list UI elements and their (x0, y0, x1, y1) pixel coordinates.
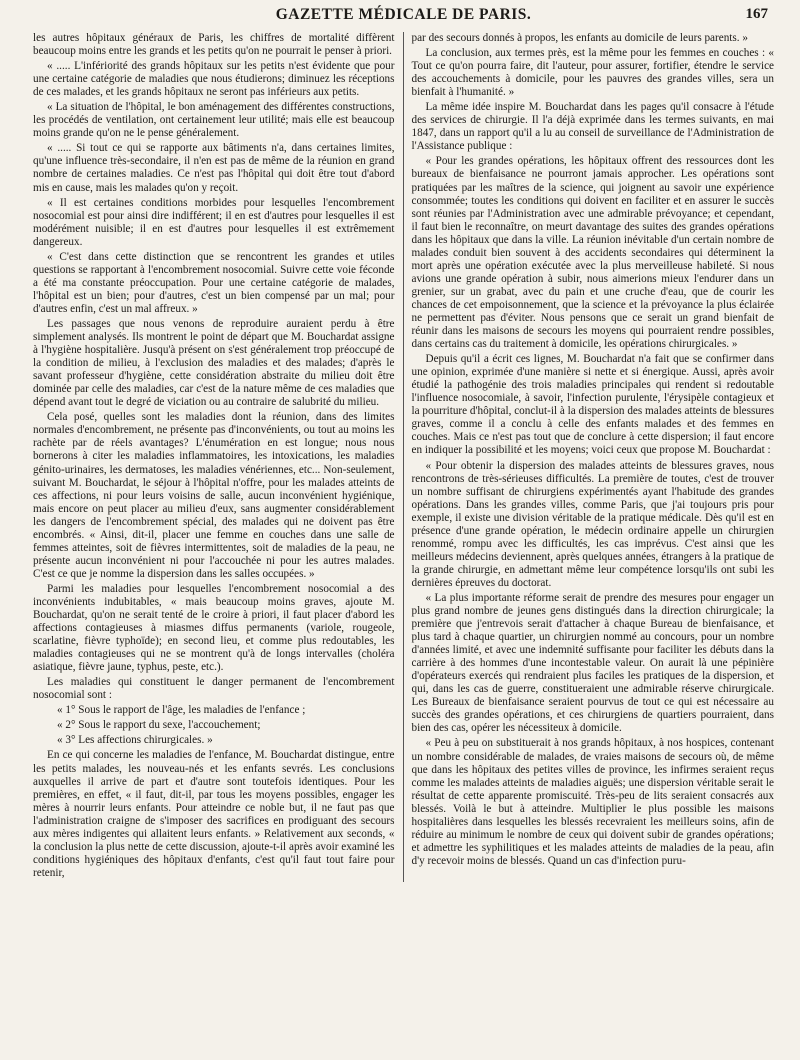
right-column (404, 32, 775, 882)
paragraph: Cela posé, quelles sont les maladies dont la réunion, dans des limites normales d'encombrement, ne présente pas d'inconvénients, ou tout au moins les rachète par de réels avantages? L'énumération en est longue; nous nous bornerons à citer les maladies inflammatoires, les intoxications, les maladies génito-urinaires, les dermatoses, les maladies vénériennes, etc... Non-seulement, suivant M. Bouchardat, le séjour à l'hôpital n'offre, pour les malades atteints de ces affections, ni pour leurs voisins de salle, aucun inconvénient hygiénique, mais encore on peut placer au milieu d'eux, sans augmenter considérablement les dangers de l'encombrement spécial, des malades qui ne doivent pas être encombrés. « Ainsi, dit-il, placer une femme en couches dans une salle de femmes atteintes, soit de fièvres intermittentes, soit de maladies de la peau, ne présente aucun inconvénient ni pour l'accouchée ni pour les autres malades. C'est ce que je nomme la dispersion dans les salles occupées. » (33, 411, 395, 580)
paragraph: « Peu à peu on substituerait à nos grands hôpitaux, à nos hospices, contenant un nombre considérable de malades, de vraies maisons de secours où, de même que dans les hôpitaux des petites villes de province, les infirmes seraient reçus comme les malades atteints de maladies aiguës; une dispersion véritable serait le résultat de cette apparente promiscuité. Très-peu de lits seraient consacrés aux blessés. Voilà le but à atteindre. Multiplier le plus possible les maisons hospitalières dans lesquelles les blessés recevraient les meilleurs soins, afin de réduire au minimum le nombre de ceux qui doivent subir de grandes opérations; et admettre les syphilitiques et les malades atteints de maladies de la peau, afin d'y recevoir moins de blessés. Quand un cas d'infection puru- (411, 737, 774, 867)
paragraph: « Il est certaines conditions morbides pour lesquelles l'encombrement nosocomial est pour ainsi dire indifférent; il en est d'autres pour lesquelles il est modérément nuisible; il en est d'autres pour lesquelles il est extrêmement dangereux. (33, 196, 395, 248)
running-title: GAZETTE MÉDICALE DE PARIS. (275, 6, 532, 23)
paragraph: « ..... L'infériorité des grands hôpitaux sur les petits n'est évidente que pour une certaine catégorie de maladies que nous étudierons; diminuez les réceptions de ces malades, et les grands hôpitaux ne seront pas inférieurs aux petits. (33, 60, 395, 99)
paragraph: Les passages que nous venons de reproduire auraient perdu à être simplement analysés. Ils montrent le point de départ que M. Bouchardat assigne à l'hygiène hospitalière. Jusqu'à présent on s'est généralement trop préoccupé de la condition de milieu, à l'exclusion des maladies et des malades; d'après le savant professeur d'hygiène, cette considération abstraite du milieu doit être dominée par celle des maladies, car c'est de la nature même de ces maladies que dépend avant tout le degré de viciation ou au contraire de salubrité du milieu. (33, 317, 395, 409)
page-number: 167 (745, 6, 768, 22)
paragraph: « Pour les grandes opérations, les hôpitaux offrent des ressources dont les bureaux de bienfaisance ne pourront jamais approcher. Les opérations sont pratiquées par les maîtres de la science, qui joignent au savoir une expérience consommée; toutes les conditions qui doivent en faciliter et en assurer le succès sont réunies par l'Administration avec une admirable prévoyance; et cependant, il faut bien le reconnaître, on meurt davantage des suites des grandes opérations dans les hôpitaux que dans la ville. La réunion inévitable d'un certain nombre de malades conduit bien souvent à des accidents secondaires qui déterminent la mort après une opération exécutée avec la plus merveilleuse habileté. Si nous avions une grande opération à subir, nous aimerions mieux l'endurer dans un grenier, sur un grabat, avec du pain et une cruche d'eau, que de courir les chances de cet empoisonnement, que la science et la prévoyance la plus éclairée ne permettent pas d'éviter. Nous pensons que ce serait un grand bienfait de réunir dans les maisons de secours les moyens qui pourraient rendre possibles, dans certains cas du traitement à domicile, les opérations chirurgicales. » (411, 155, 774, 351)
paragraph: « La situation de l'hôpital, le bon aménagement des différentes constructions, les procédés de ventilation, ont certainement leur utilité; mais elle est beaucoup moins grande qu'on ne le pense généralement. (33, 101, 395, 140)
running-head (33, 4, 774, 32)
two-column-body (33, 32, 774, 882)
paragraph: Parmi les maladies pour lesquelles l'encombrement nosocomial a des inconvénients indubitables, « mais beaucoup moins graves, ajoute M. Bouchardat, qu'on ne serait tenté de le croire à priori, il faut placer d'abord les affections contagieuses à miasmes diffus permanents (variole, rougeole, scarlatine, fièvre typhoïde); en second lieu, et comme plus redoutables, les maladies contagieuses qui ne se montrent qu'à de longs intervalles (choléra asiatique, fièvre jaune, typhus, peste, etc.). (33, 582, 395, 674)
paragraph: par des secours donnés à propos, les enfants au domicile de leurs parents. » (411, 32, 748, 44)
paragraph: les autres hôpitaux généraux de Paris, les chiffres de mortalité diffèrent beaucoup moins entre les grands et les petits qu'on ne pourrait le penser à priori. (33, 32, 395, 58)
paragraph: « 1° Sous le rapport de l'âge, les maladies de l'enfance ; (57, 704, 306, 717)
paragraph: Depuis qu'il a écrit ces lignes, M. Bouchardat n'a fait que se confirmer dans une opinion, exprimée d'une manière si nette et si énergique. Aussi, après avoir étudié la pathogénie des trois maladies principales qui rendent si redoutable l'influence nosocomiale, à savoir, l'infection purulente, l'érysipèle contagieux et la pourriture d'hôpital, conclut-il à la dispersion des malades atteints de blessures graves, comme il a conclu à celle des enfants malades et des femmes en couches. Mais ce n'est pas tout que de conclure à cette dispersion; il faut encore en indiquer la possibilité et les moyens; voici ceux que propose M. Bouchardat : (411, 353, 774, 457)
left-column (33, 32, 404, 882)
paragraph: « ..... Si tout ce qui se rapporte aux bâtiments n'a, dans certaines limites, qu'une influence très-secondaire, il n'en est pas de même de la réunion en grand nombre de certaines maladies. Ce n'est pas l'hôpital qui doit être tout d'abord mis en cause, mais les malades qu'on y reçoit. (33, 142, 395, 194)
paragraph: La même idée inspire M. Bouchardat dans les pages qu'il consacre à l'étude des services de chirurgie. Il l'a déjà exprimée dans les termes suivants, en mai 1847, dans un rapport qu'il a lu au conseil de surveillance de l'Administration de l'Assistance publique : (411, 101, 774, 153)
paragraph: En ce qui concerne les maladies de l'enfance, M. Bouchardat distingue, entre les petits malades, les nouveau-nés et les enfants sevrés. Les conclusions auxquelles il arrive de part et d'autre sont toutefois identiques. Pour les premières, en effet, « il faut, dit-il, par tous les moyens possibles, engager les mères à nourrir leurs enfants. Pour atteindre ce noble but, il ne faut pas que l'administration craigne de s'imposer des sacrifices en prodiguant des secours aux mères indigentes qui allaitent leurs enfants. » Relativement aux seconds, « la conclusion la plus nette de cette discussion, ajoute-t-il après avoir examiné les conditions hygiéniques des hôpitaux d'enfants, c'est qu'il faut tout faire pour retenir, (33, 749, 395, 879)
paragraph: « C'est dans cette distinction que se rencontrent les grandes et utiles questions se rapportant à l'encombrement nosocomial. Suivre cette voie féconde a été ma constante préoccupation. Pour une certaine catégorie de malades, l'hôpital est un bien; pour d'autres, c'est un bien compensé par un mal; pour d'autres enfin, c'est un mal affreux. » (33, 250, 395, 315)
paragraph: Les maladies qui constituent le danger permanent de l'encombrement nosocomial sont : (33, 676, 395, 702)
paragraph: « Pour obtenir la dispersion des malades atteints de blessures graves, nous rencontrons de très-sérieuses difficultés. La première de toutes, c'est de trouver un nombre suffisant de chirurgiens expérimentés ayant l'habitude des grandes opérations. Dans les grandes villes, comme Paris, que j'ai toujours pris pour exemple, il existe une division véritable de la pratique médicale. Dès qu'il est en présence d'une grande opération, le médecin ordinaire appelle un chirurgien renommé, rompu avec les difficultés, les cas imprévus. C'est ainsi que les meilleurs médecins deviennent, après quelques années, étrangers à la pratique de la grande chirurgie, en admettant même leur compétence lorsqu'ils ont subi les dernières épreuves du doctorat. (411, 459, 774, 589)
paragraph: La conclusion, aux termes près, est la même pour les femmes en couches : « Tout ce qu'on pourra faire, dit l'auteur, pour assurer, fortifier, étendre le service des accouchements à domicile, pour les pauvres des grandes villes, sera un bienfait à l'humanité. » (411, 47, 774, 99)
paragraph: « La plus importante réforme serait de prendre des mesures pour engager un plus grand nombre de jeunes gens distingués dans la direction chirurgicale; la première que j'entrevois serait d'attacher à chaque Bureau de bienfaisance, et plus tard à chaque quartier, un chirurgien nommé au concours, pour un nombre d'années limité, et avec une indemnité suffisante pour faciliter les débuts dans la carrière à des hommes d'une incontestable valeur. On aurait là une pépinière d'opérateurs exercés qui rendraient plus faciles les pratiques de la dispersion, et qui, dans les cas de guerre, constitueraient une admirable réserve chirurgicale. Les Bureaux de bienfaisance seraient pourvus de tout ce qui est nécessaire au succès des grandes opérations, et ces chirurgiens de quartiers pourraient, dans bien des cas, opérer les nécessiteux à domicile. (411, 591, 774, 735)
paragraph: « 3° Les affections chirurgicales. » (57, 734, 213, 747)
paragraph: « 2° Sous le rapport du sexe, l'accouchement; (57, 719, 261, 732)
